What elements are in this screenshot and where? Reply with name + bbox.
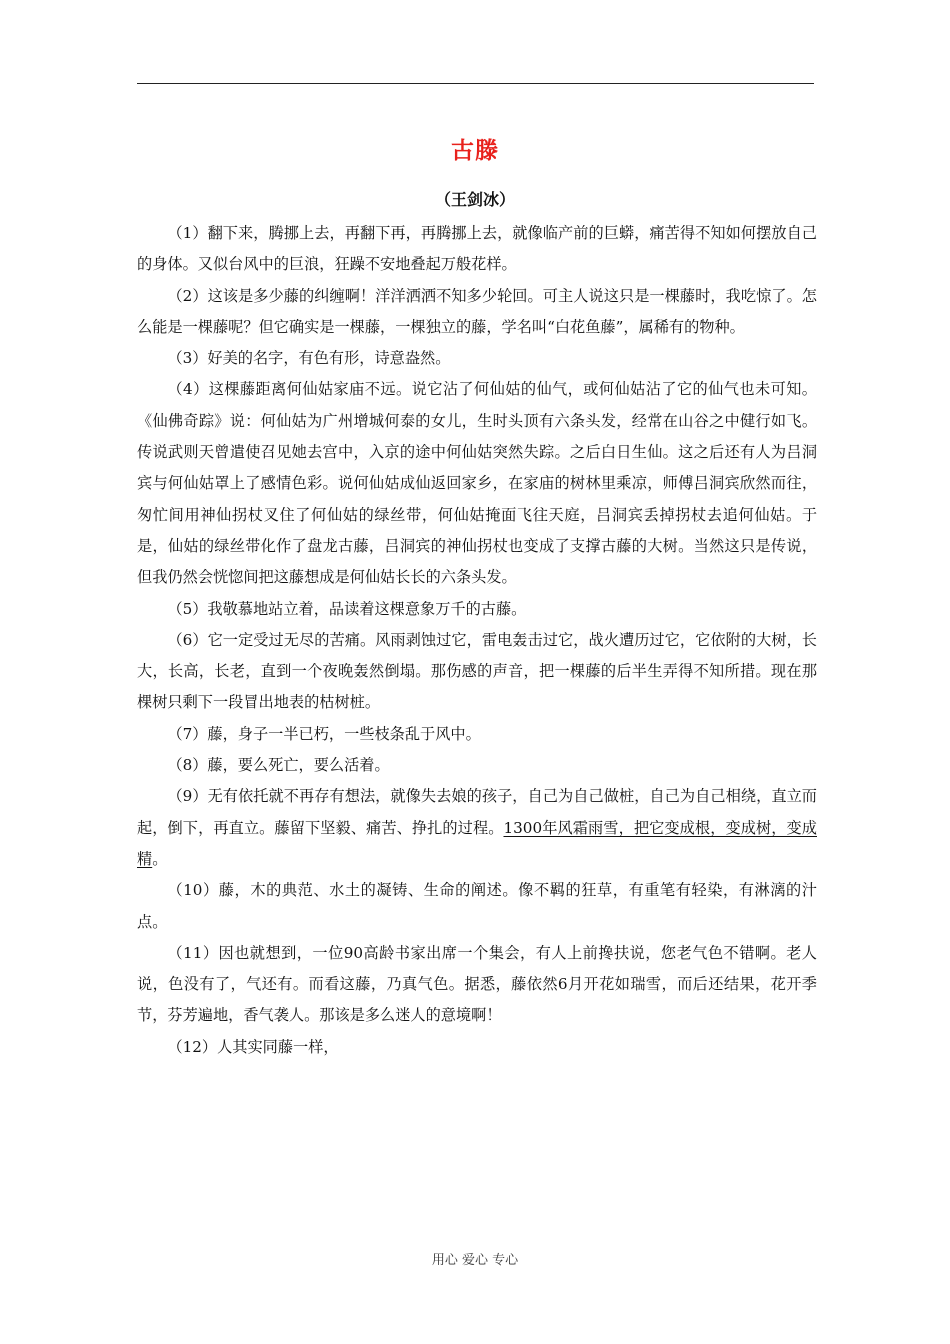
paragraph-11: （11）因也就想到，一位90高龄书家出席一个集会，有人上前搀扶说，您老气色不错啊。老人说，色没有了，气还有。而看这藤，乃真气色。据悉，藤依然6月开花如瑞雪，而后还结果，花开季节，芬芳遍地，香气袭人。那该是多么迷人的意境啊！	[137, 943, 817, 1025]
document-title: 古滕	[451, 138, 499, 164]
paragraph-6: （6）它一定受过无尽的苦痛。风雨剥蚀过它，雷电轰击过它，战火遭历过它，它依附的大树，长大，长高，长老，直到一个夜晚轰然倒塌。那伤感的声音，把一棵藤的后半生弄得不知所措。现在那棵树只剩下一段冒出地表的枯树桩。	[137, 630, 817, 712]
paragraph-1: （1）翻下来，腾挪上去，再翻下再，再腾挪上去，就像临产前的巨蟒，痛苦得不知如何摆放自己的身体。又似台风中的巨浪，狂躁不安地叠起万般花样。	[137, 224, 817, 274]
paragraph-4: （4）这棵藤距离何仙姑家庙不远。说它沾了何仙姑的仙气，或何仙姑沾了它的仙气也未可知。《仙佛奇踪》说：何仙姑为广州增城何泰的女儿，生时头顶有六条头发，经常在山谷之中健行如飞。传说武则天曾遣使召见她去宫中，入京的途中何仙姑突然失踪。之后白日生仙。这之后还有人为吕洞宾与何仙姑罩上了感情色彩。说何仙姑成仙返回家乡，在家庙的树林里乘凉，师傅吕洞宾欣然而往，匆忙间用神仙拐杖叉住了何仙姑的绿丝带，何仙姑掩面飞往天庭，吕洞宾丢掉拐杖去追何仙姑。于是，仙姑的绿丝带化作了盘龙古藤，吕洞宾的神仙拐杖也变成了支撑古藤的大树。当然这只是传说，但我仍然会恍惚间把这藤想成是何仙姑长长的六条头发。	[137, 380, 817, 587]
paragraph-9-underlined-sentence: 1300年风霜雨雪，把它变成根，变成树，变成精	[137, 818, 817, 868]
paragraph-9-text: （9）无有依托就不再存有想法，就像失去娘的孩子，自己为自己做桩，自己为自己相绕，直立而起，倒下，再直立。藤留下坚毅、痛苦、挣扎的过程。	[137, 787, 817, 837]
paragraph-9	[137, 781, 817, 875]
paragraph-8: （8）藤，要么死亡，要么活着。	[167, 756, 390, 775]
paragraph-10: （10）藤，木的典范、水土的凝铸、生命的阐述。像不羁的狂草，有重笔有轻染，有淋漓的汁点。	[137, 881, 817, 931]
article-body	[137, 218, 817, 1063]
paragraph-12: （12）人其实同藤一样，	[167, 1037, 339, 1056]
page-footer: 用心 爱心 专心	[431, 1253, 519, 1268]
paragraph-5: （5）我敬慕地站立着，品读着这棵意象万千的古藤。	[167, 599, 527, 618]
paragraph-3: （3）好美的名字，有色有形，诗意盎然。	[167, 349, 451, 368]
paragraph-2: （2）这该是多少藤的纠缠啊！洋洋洒洒不知多少轮回。可主人说这只是一棵藤时，我吃惊了。怎么能是一棵藤呢？但它确实是一棵藤，一棵独立的藤，学名叫“白花鱼藤”，属稀有的物种。	[137, 286, 817, 336]
paragraph-7: （7）藤，身子一半已朽，一些枝条乱于风中。	[167, 724, 481, 743]
paragraph-9-end: 。	[152, 849, 168, 868]
header-rule	[137, 83, 814, 84]
document-author: （王剑冰）	[434, 190, 515, 209]
